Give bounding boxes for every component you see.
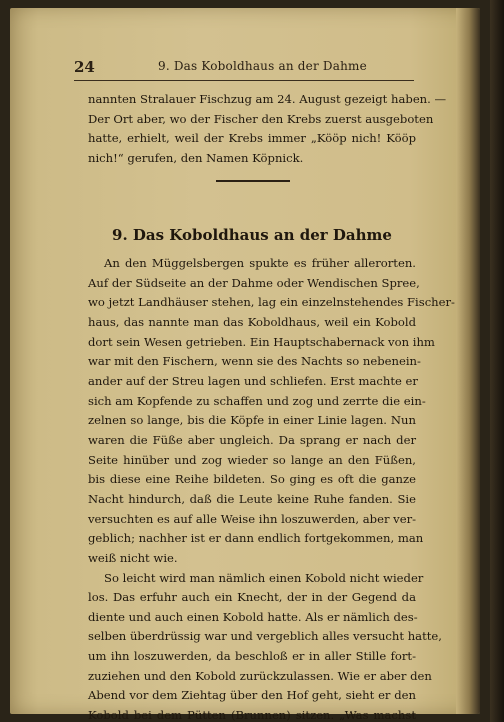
text-line: selben überdrüssig war und vergeblich alles versucht hatte,	[88, 629, 442, 644]
text-line: nich!“ gerufen, den Namen Köpnick.	[88, 151, 304, 166]
running-head: 9. Das Koboldhaus an der Dahme	[158, 59, 367, 73]
text-line: ander auf der Streu lagen und schliefen. Erst machte er	[88, 373, 418, 388]
text-line: geblich; nachher ist er dann endlich fortgekommen, man	[88, 531, 424, 546]
text-line: zelnen so lange, bis die Köpfe in einer Linie lagen. Nun	[88, 413, 416, 428]
page-header	[74, 52, 414, 76]
text-line: Abend vor dem Ziehtag über den Hof geht, sieht er den	[88, 688, 416, 703]
text-line: versuchten es auf alle Weise ihn loszuwerden, aber ver-	[88, 511, 417, 526]
text-line: Seite hinüber und zog wieder so lange an den Füßen,	[88, 452, 416, 467]
section-body	[88, 254, 455, 722]
text-line: So leicht wird man nämlich einen Kobold nicht wieder	[104, 570, 424, 585]
text-line: bis diese eine Reihe bildeten. So ging es oft die ganze	[88, 472, 416, 487]
section-title: 9. Das Koboldhaus an der Dahme	[112, 226, 392, 244]
text-line: los. Das erfuhr auch ein Knecht, der in der Gegend da	[88, 590, 416, 605]
page-gutter-shadow	[456, 8, 480, 714]
section-divider	[216, 180, 290, 182]
intro-paragraph	[88, 90, 447, 169]
text-line: Auf der Südseite an der Dahme oder Wendischen Spree,	[88, 275, 420, 290]
text-line: diente und auch einen Kobold hatte. Als er nämlich des-	[88, 609, 418, 624]
text-line: dort sein Wesen getrieben. Ein Hauptschabernack von ihm	[88, 334, 435, 349]
text-line: An den Müggelsbergen spukte es früher allerorten.	[104, 256, 416, 270]
text-line: Nacht hindurch, daß die Leute keine Ruhe fanden. Sie	[88, 491, 416, 506]
text-line: sich am Kopfende zu schaffen und zog und zerrte die ein-	[88, 393, 426, 408]
page-number: 24	[74, 58, 95, 76]
text-line: hatte, erhielt, weil der Krebs immer „Kööp nich! Kööp	[88, 131, 416, 146]
text-line: haus, das nannte man das Koboldhaus, weil ein Kobold	[88, 314, 416, 329]
text-line: wo jetzt Landhäuser stehen, lag ein einzelnstehendes Fischer-	[88, 295, 455, 310]
text-line: war mit den Fischern, wenn sie des Nachts so nebenein-	[88, 354, 421, 369]
header-rule	[74, 80, 414, 81]
text-line: waren die Füße aber ungleich. Da sprang er nach der	[88, 432, 416, 447]
text-line: nannten Stralauer Fischzug am 24. August gezeigt haben. —	[88, 92, 447, 106]
book-edge	[490, 0, 504, 722]
text-line: weiß nicht wie.	[88, 550, 178, 565]
text-line: um ihn loszuwerden, da beschloß er in aller Stille fort-	[88, 649, 416, 664]
text-line: Der Ort aber, wo der Fischer den Krebs zuerst ausgeboten	[88, 111, 434, 126]
text-line: zuziehen und den Kobold zurückzulassen. Wie er aber den	[88, 668, 432, 683]
text-line: Kobold bei dem Pütten (Brunnen) sitzen. „Was machst	[88, 708, 416, 722]
